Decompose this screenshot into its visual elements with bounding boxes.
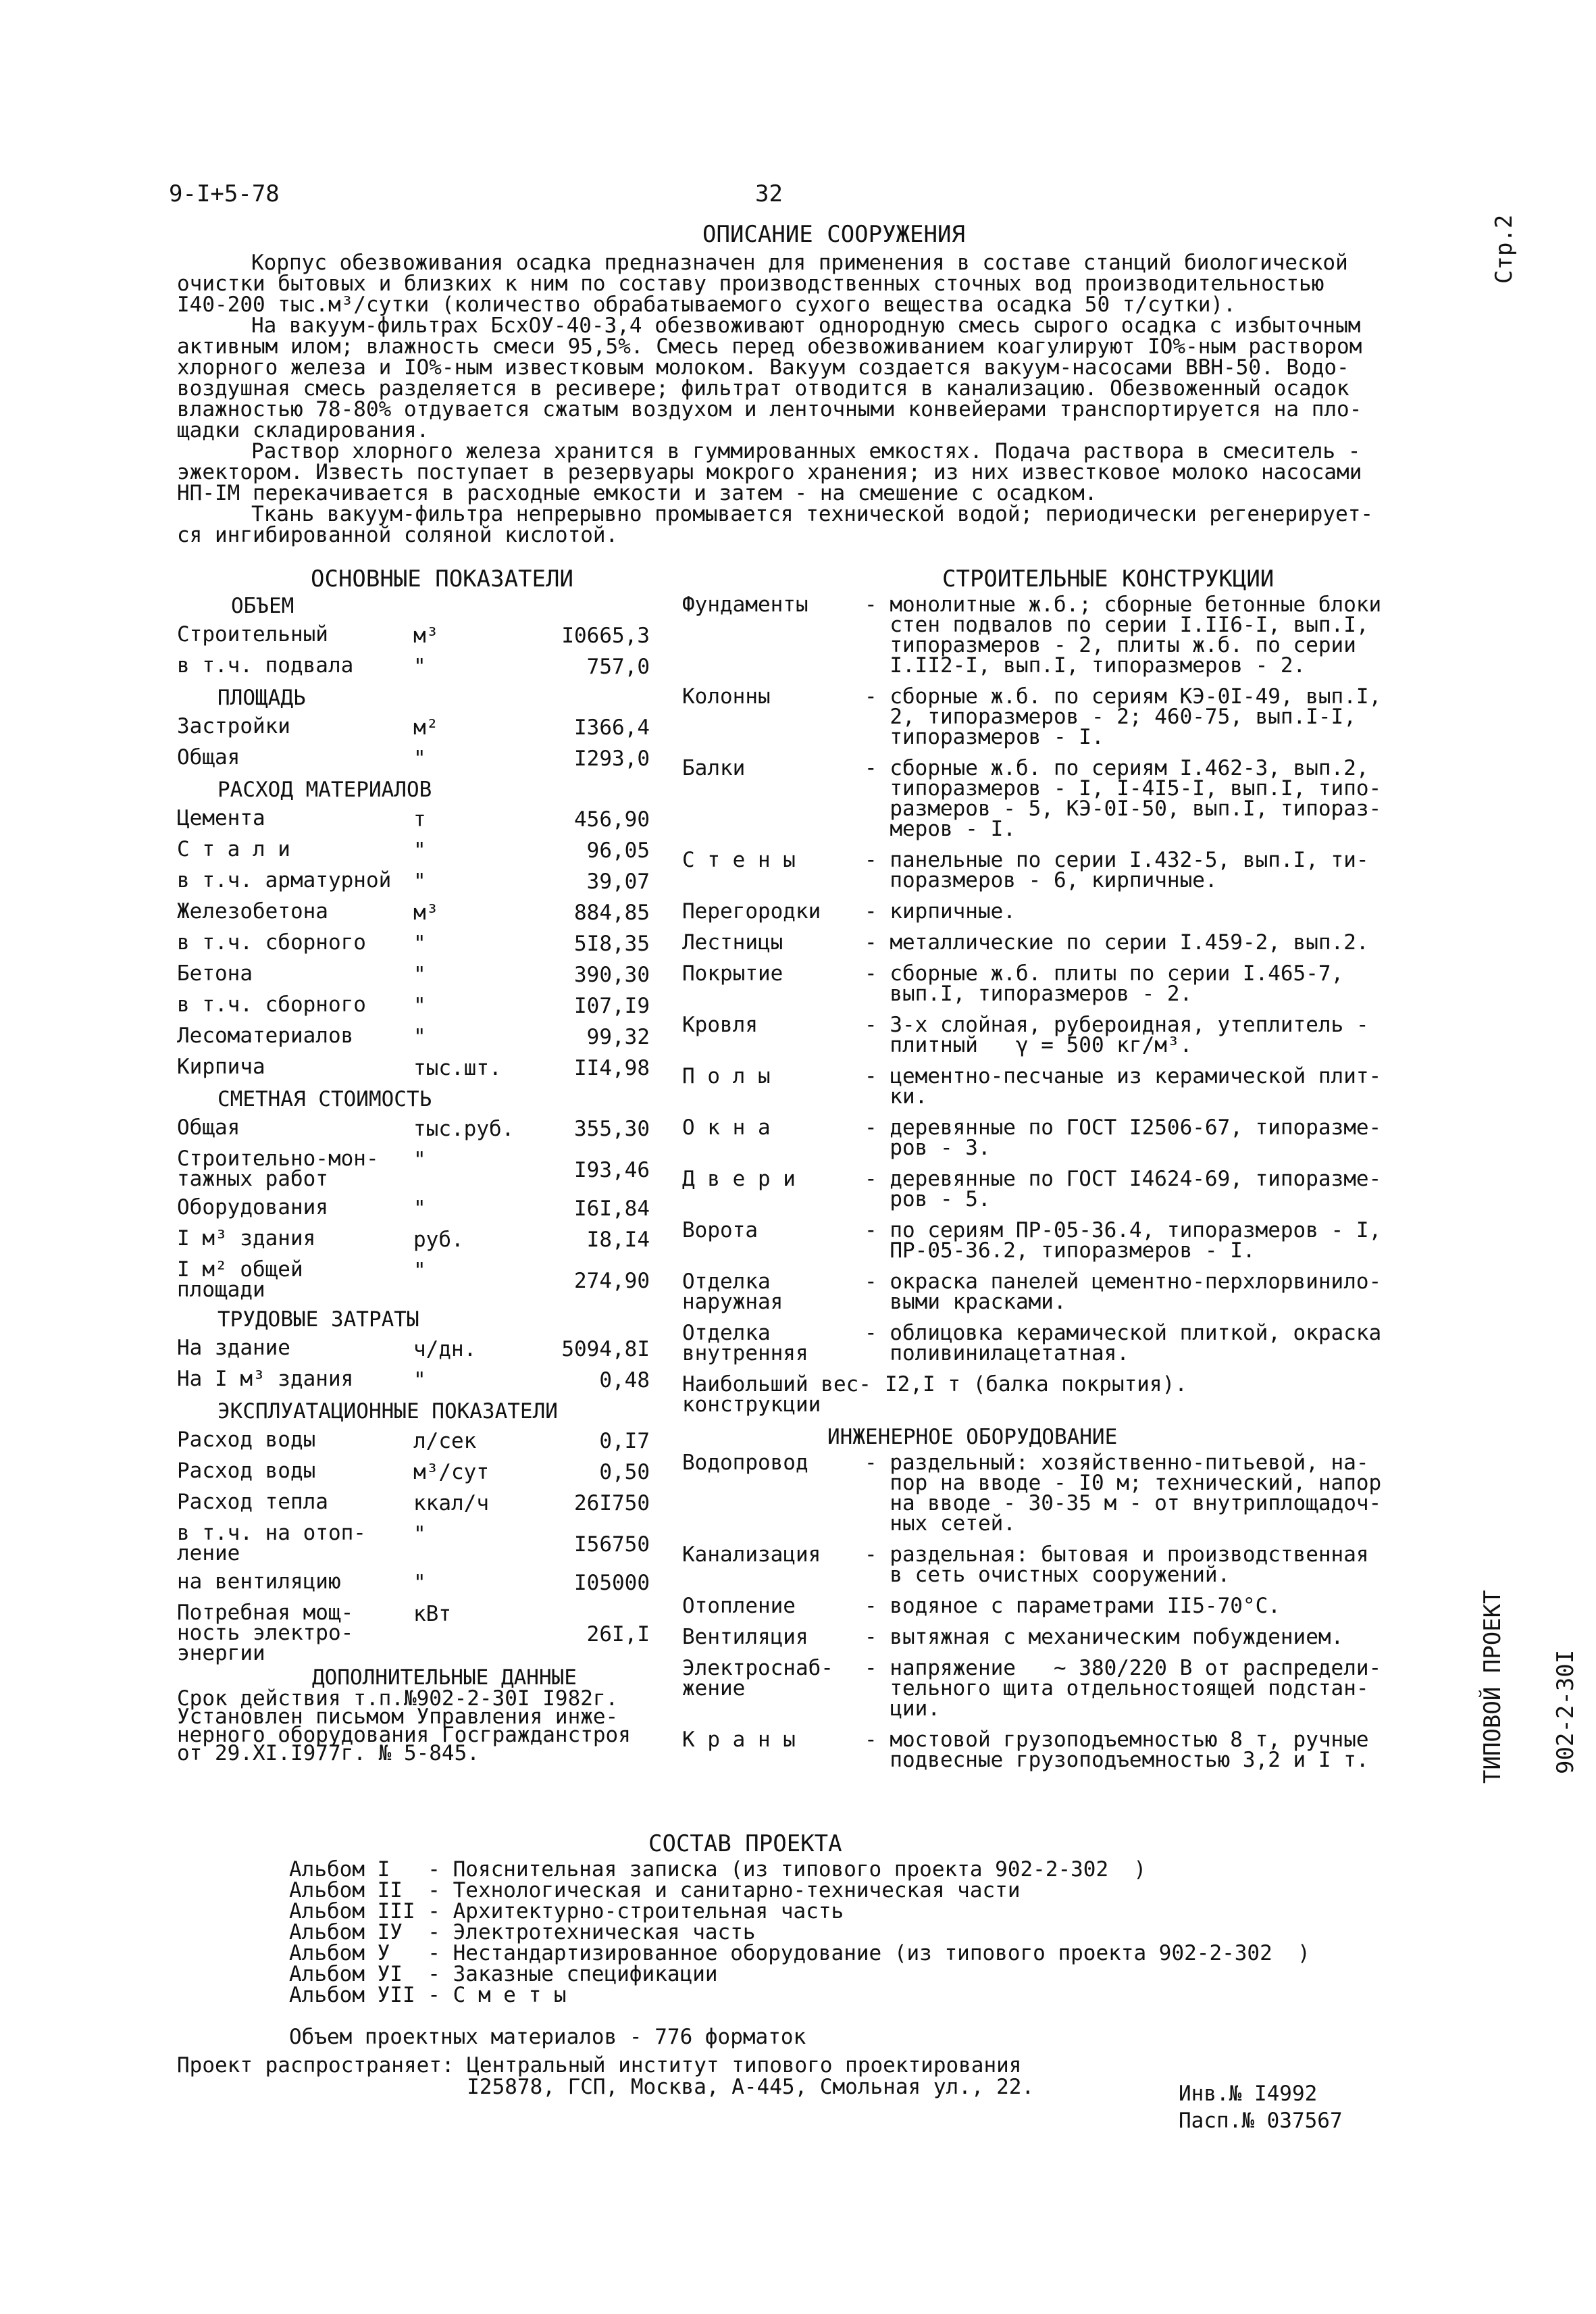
album-item: Альбом УI - Заказные спецификации — [289, 1962, 718, 1986]
construction-name: Балки — [682, 756, 746, 780]
album-item: Альбом УII - С м е т ы — [289, 1983, 567, 2007]
construction-text: - цементно-песчаные из керамической плит- ки. — [865, 1064, 1382, 1109]
indicator-unit: " — [413, 655, 426, 679]
indicator-label: Строительно-мон- тажных работ — [177, 1147, 379, 1191]
indicator-label: Цемента — [177, 806, 265, 830]
indicator-unit: " — [413, 1571, 426, 1595]
construction-text: - деревянные по ГОСТ I2506-67, типоразме- ров - 3. — [865, 1115, 1382, 1160]
construction-text: - монолитные ж.б.; сборные бетонные блоки стен подвалов по серии I.II6-I, вып.I, типоразмеров - 2, плиты ж.б. по серии I.II2-I, вып.I, типоразмеров - 2. — [865, 593, 1382, 678]
side-page-label: Стр.2 — [1491, 214, 1518, 284]
section-title: ТРУДОВЫЕ ЗАТРАТЫ — [217, 1307, 419, 1332]
section-title: ЭКСПЛУАТАЦИОННЫЕ ПОКАЗАТЕЛИ — [217, 1399, 558, 1424]
engineering-heading: ИНЖЕНЕРНОЕ ОБОРУДОВАНИЕ — [827, 1425, 1118, 1449]
description-line: НП-IМ перекачивается в расходные емкости и затем - на смешение с осадком. — [177, 481, 1098, 505]
description-line: Корпус обезвоживания осадка предназначен для применения в составе станций биологической — [251, 251, 1348, 275]
indicator-unit: руб. — [413, 1228, 464, 1252]
indicator-value: I0665,3 — [561, 624, 650, 648]
section-title: РАСХОД МАТЕРИАЛОВ — [217, 778, 432, 802]
right-heading: СТРОИТЕЛЬНЫЕ КОНСТРУКЦИИ — [942, 565, 1275, 593]
indicator-label: в т.ч. арматурной — [177, 868, 392, 892]
construction-text: - облицовка керамической плиткой, окраска поливинилацетатная. — [865, 1321, 1382, 1365]
indicator-unit: " — [413, 870, 426, 894]
stamp-line1: ТИПОВОЙ ПРОЕКТ — [1479, 1590, 1506, 1784]
indicator-label: Общая — [177, 1115, 240, 1140]
indicator-unit: " — [413, 747, 426, 771]
indicator-value: I56750 — [574, 1532, 650, 1557]
indicator-label: С т а л и — [177, 837, 290, 861]
additional-title: ДОПОЛНИТЕЛЬНЫЕ ДАННЫЕ — [312, 1665, 577, 1690]
engineering-name: Электроснаб- жение — [682, 1656, 833, 1701]
distributor-line: I25878, ГСП, Москва, А-445, Смольная ул., 22. — [177, 2075, 1035, 2099]
construction-name: Отделка внутренняя — [682, 1321, 808, 1365]
indicator-value: I293,0 — [574, 747, 650, 771]
indicator-value: I366,4 — [574, 715, 650, 740]
section-title: СМЕТНАЯ СТОИМОСТЬ — [217, 1087, 432, 1111]
album-item: Альбом У - Нестандартизированное оборудование (из типового проекта 902-2-302 ) — [289, 1941, 1310, 1965]
description-line: ся ингибированной соляной кислотой. — [177, 523, 619, 547]
engineering-name: Канализация — [682, 1542, 821, 1567]
indicator-unit: " — [413, 1259, 426, 1283]
construction-name: Отделка наружная — [682, 1269, 783, 1314]
indicator-value: 39,07 — [586, 870, 650, 894]
engineering-name: Вентиляция — [682, 1625, 808, 1649]
indicator-unit: ккал/ч — [413, 1491, 489, 1515]
page-title: ОПИСАНИЕ СООРУЖЕНИЯ — [702, 221, 965, 248]
indicator-label: Лесоматериалов — [177, 1024, 354, 1048]
construction-text: - по сериям ПР-05-36.4, типоразмеров - I, ПР-05-36.2, типоразмеров - I. — [865, 1218, 1382, 1263]
indicator-label: в т.ч. подвала — [177, 653, 354, 678]
indicator-unit: " — [413, 963, 426, 987]
indicator-value: 99,32 — [586, 1025, 650, 1049]
additional-line: нерного оборудования Госгражданстроя — [177, 1723, 631, 1747]
indicator-value: 5094,8I — [561, 1337, 650, 1361]
indicator-unit: л/сек — [413, 1429, 477, 1453]
engineering-text: - напряжение ~ 380/220 В от распредели- тельного щита отдельностоящей подстан- ции. — [865, 1656, 1382, 1721]
engineering-text: - водяное с параметрами II5-70°С. — [865, 1594, 1281, 1618]
description-line: I40-200 тыс.м³/сутки (количество обрабатываемого сухого вещества осадка 50 т/сутки). — [177, 293, 1236, 317]
indicator-label: Расход воды — [177, 1428, 316, 1452]
indicator-unit: " — [413, 932, 426, 956]
album-item: Альбом II - Технологическая и санитарно-техническая части — [289, 1878, 1021, 1903]
indicator-label: Общая — [177, 745, 240, 770]
construction-text: I2,I т (балка покрытия). — [885, 1372, 1187, 1397]
indicator-unit: " — [413, 838, 426, 863]
engineering-name: Водопровод — [682, 1451, 808, 1475]
construction-text: - сборные ж.б. по сериям I.462-3, вып.2, типоразмеров - I, I-4I5-I, вып.I, типо- размеров - 5, КЭ-0I-50, вып.I, типораз- меров - I. — [865, 756, 1382, 841]
engineering-name: Отопление — [682, 1594, 796, 1618]
indicator-value: I8,I4 — [586, 1228, 650, 1252]
construction-text: - металлические по серии I.459-2, вып.2. — [865, 930, 1369, 955]
volume-line: Объем проектных материалов - 776 форматок — [289, 2025, 806, 2049]
distributor-line: Проект распространяет: Центральный институт типового проектирования — [177, 2053, 1022, 2078]
construction-name: П о л ы — [682, 1064, 771, 1088]
indicator-value: I93,46 — [574, 1158, 650, 1182]
description-line: хлорного железа и IO%-ным известковым молоком. Вакуум создается вакуум-насосами ВВН-50. Водо- — [177, 355, 1349, 380]
indicator-label: на вентиляцию — [177, 1569, 341, 1594]
indicator-value: 26I,I — [586, 1622, 650, 1646]
doc-code: 9-I+5-78 — [169, 180, 280, 207]
album-item: Альбом IУ - Электротехническая часть — [289, 1920, 756, 1944]
construction-text: - сборные ж.б. по сериям КЭ-0I-49, вып.I, 2, типоразмеров - 2; 460-75, вып.I-I, типоразмеров - I. — [865, 684, 1382, 749]
engineering-text: - раздельная: бытовая и производственная в сеть очистных сооружений. — [865, 1542, 1369, 1587]
indicator-label: I м³ здания — [177, 1226, 316, 1251]
construction-name: Покрытие — [682, 961, 783, 986]
indicator-label: в т.ч. на отоп- ление — [177, 1521, 366, 1565]
indicator-unit: м³ — [413, 624, 439, 648]
indicator-value: 96,05 — [586, 838, 650, 863]
indicator-unit: м³/сут — [413, 1460, 489, 1484]
indicator-value: II4,98 — [574, 1056, 650, 1080]
indicator-unit: " — [413, 1025, 426, 1049]
indicator-value: 757,0 — [586, 655, 650, 679]
description-line: активным илом; влажность смеси 95,5%. Смесь перед обезвоживанием коагулируют IO%-ным раствором — [177, 334, 1362, 359]
construction-name: Ворота — [682, 1218, 758, 1242]
indicator-label: Расход воды — [177, 1459, 316, 1483]
engineering-text: - раздельный: хозяйственно-питьевой, на- пор на вводе - I0 м; технический, напор на вводе - 30-35 м - от внутриплощадоч- ных сетей. — [865, 1451, 1382, 1536]
indicator-label: На здание — [177, 1336, 290, 1360]
indicator-unit: м³ — [413, 901, 439, 925]
additional-line: Срок действия т.п.№902-2-30I I982г. — [177, 1686, 619, 1711]
section-title: ПЛОЩАДЬ — [217, 686, 306, 710]
indicator-unit: ч/дн. — [413, 1337, 477, 1361]
indicator-unit: кВт — [413, 1602, 451, 1626]
construction-name: Лестницы — [682, 930, 783, 955]
indicator-label: Оборудования — [177, 1195, 328, 1219]
page-number: 32 — [755, 180, 783, 207]
indicator-unit: " — [413, 994, 426, 1018]
construction-name: Фундаменты — [682, 593, 808, 617]
additional-line: Установлен письмом Управления инже- — [177, 1705, 619, 1729]
construction-name: Наибольший вес- конструкции — [682, 1372, 871, 1417]
construction-text: - сборные ж.б. плиты по серии I.465-7, вып.I, типоразмеров - 2. — [865, 961, 1344, 1006]
left-heading: ОСНОВНЫЕ ПОКАЗАТЕЛИ — [311, 565, 573, 593]
composition-title: СОСТАВ ПРОЕКТА — [648, 1830, 842, 1857]
indicator-unit: " — [413, 1148, 426, 1172]
indicator-value: 0,I7 — [599, 1429, 650, 1453]
indicator-unit: " — [413, 1368, 426, 1392]
description-line: эжектором. Известь поступает в резервуары мокрого хранения; из них известковое молоко насосами — [177, 460, 1362, 484]
indicator-value: 0,48 — [599, 1368, 650, 1392]
indicator-value: 5I8,35 — [574, 932, 650, 956]
indicator-label: Кирпича — [177, 1055, 265, 1079]
passport-number: Пасп.№ 037567 — [1179, 2109, 1343, 2133]
indicator-unit: " — [413, 1197, 426, 1221]
indicator-unit: м² — [413, 715, 439, 740]
construction-name: Д в е р и — [682, 1167, 796, 1191]
engineering-text: - мостовой грузоподъемностью 8 т, ручные подвесные грузоподъемностью 3,2 и I т. — [865, 1728, 1369, 1772]
description-line: воздушная смесь разделяется в ресивере; фильтрат отводится в канализацию. Обезвоженный осадок — [177, 376, 1349, 401]
engineering-name: К р а н ы — [682, 1728, 796, 1752]
additional-line: от 29.XI.I977г. № 5-845. — [177, 1741, 480, 1765]
construction-text: - панельные по серии I.432-5, вып.I, ти- поразмеров - 6, кирпичные. — [865, 848, 1369, 892]
album-item: Альбом III - Архитектурно-строительная часть — [289, 1899, 844, 1923]
indicator-unit: тыс.руб. — [413, 1117, 515, 1141]
construction-text: - окраска панелей цементно-перхлорвинило- выми красками. — [865, 1269, 1382, 1314]
stamp-line2: 902-2-30I — [1552, 1649, 1579, 1774]
description-line: щадки складирования. — [177, 418, 430, 443]
inventory-number: Инв.№ I4992 — [1179, 2082, 1318, 2106]
construction-name: Перегородки — [682, 899, 821, 924]
construction-text: - кирпичные. — [865, 899, 1016, 924]
construction-name: О к н а — [682, 1115, 771, 1140]
section-title: ОБЪЕМ — [231, 594, 294, 618]
indicator-unit: " — [413, 1522, 426, 1546]
indicator-label: На I м³ здания — [177, 1367, 354, 1391]
indicator-unit: тыс.шт. — [413, 1056, 502, 1080]
indicator-value: 884,85 — [574, 901, 650, 925]
construction-text: - деревянные по ГОСТ I4624-69, типоразме- ров - 5. — [865, 1167, 1382, 1211]
indicator-label: Потребная мощ- ность электро- энергии — [177, 1601, 354, 1665]
indicator-value: 390,30 — [574, 963, 650, 987]
project-stamp — [1432, 1590, 1596, 1784]
indicator-label: Строительный — [177, 622, 328, 647]
engineering-text: - вытяжная с механическим побуждением. — [865, 1625, 1344, 1649]
indicator-value: 456,90 — [574, 807, 650, 832]
construction-name: Кровля — [682, 1013, 758, 1037]
indicator-label: в т.ч. сборного — [177, 930, 366, 955]
description-line: На вакуум-фильтрах БсхОУ-40-3,4 обезвоживают однородную смесь сырого осадка с избыточным — [251, 313, 1361, 338]
indicator-value: I07,I9 — [574, 994, 650, 1018]
description-line: Ткань вакуум-фильтра непрерывно промывается технической водой; периодически регенерирует- — [251, 502, 1374, 526]
indicator-value: 274,90 — [574, 1269, 650, 1293]
indicator-value: I6I,84 — [574, 1197, 650, 1221]
construction-name: С т е н ы — [682, 848, 796, 872]
indicator-label: в т.ч. сборного — [177, 992, 366, 1017]
description-line: Раствор хлорного железа хранится в гуммированных емкостях. Подача раствора в смеситель - — [251, 439, 1361, 463]
indicator-label: Бетона — [177, 961, 253, 986]
album-item: Альбом I - Пояснительная записка (из типового проекта 902-2-302 ) — [289, 1857, 1147, 1882]
indicator-label: Застройки — [177, 714, 290, 738]
construction-text: - 3-х слойная, рубероидная, утеплитель - плитный γ = 500 кг/м³. — [865, 1013, 1369, 1057]
indicator-label: Железобетона — [177, 899, 328, 924]
indicator-unit: т — [413, 807, 426, 832]
indicator-label: Расход тепла — [177, 1490, 328, 1514]
indicator-value: I05000 — [574, 1571, 650, 1595]
indicator-label: I м² общей площади — [177, 1257, 303, 1302]
indicator-value: 355,30 — [574, 1117, 650, 1141]
description-line: влажностью 78-80% отдувается сжатым воздухом и ленточными конвейерами транспортируется на пло- — [177, 397, 1362, 422]
indicator-value: 0,50 — [599, 1460, 650, 1484]
indicator-value: 26I750 — [574, 1491, 650, 1515]
construction-name: Колонны — [682, 684, 771, 709]
description-line: очистки бытовых и близких к ним по составу производственных сточных вод производительностью — [177, 272, 1324, 296]
